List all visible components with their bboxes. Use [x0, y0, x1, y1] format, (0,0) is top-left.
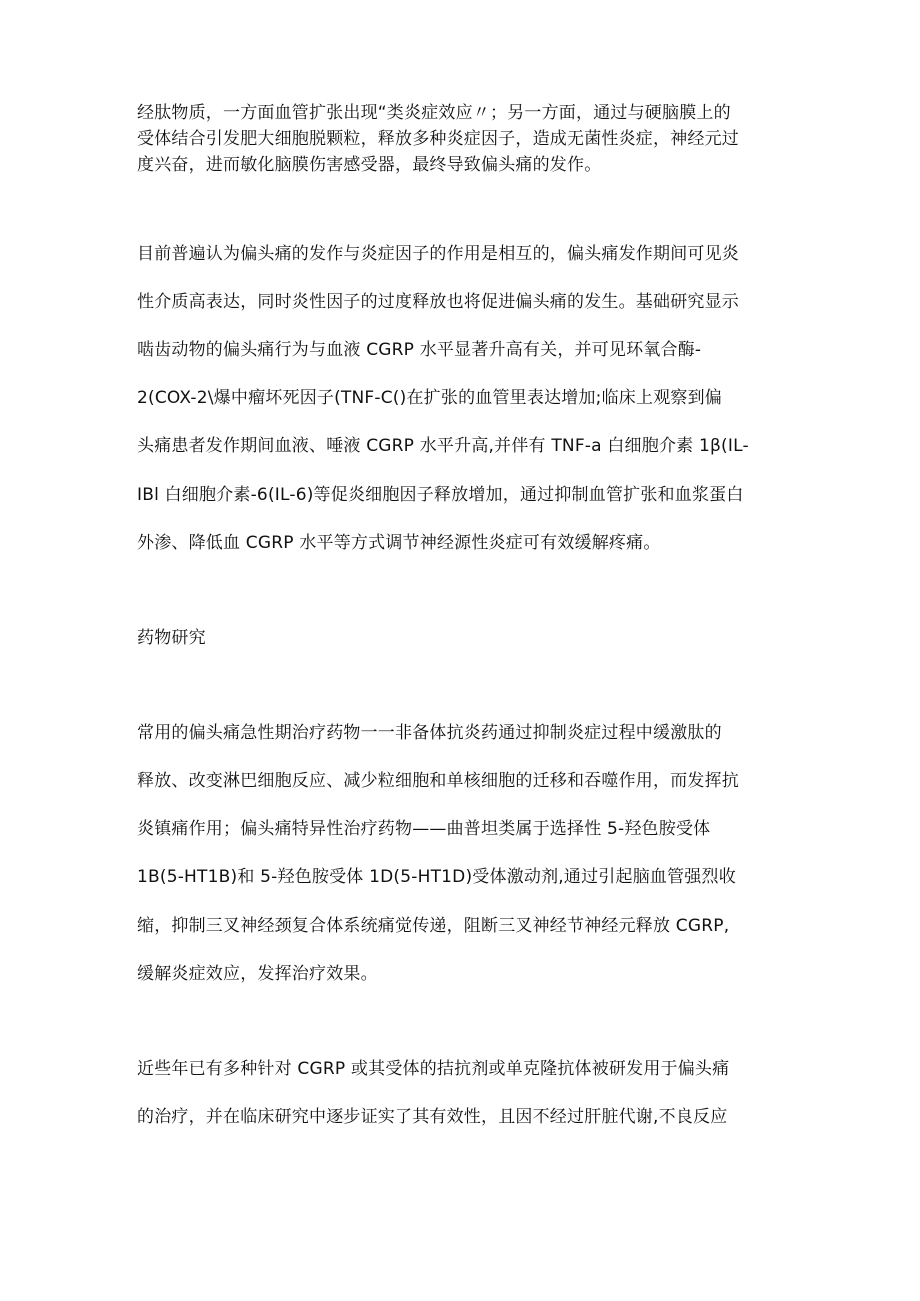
paragraph-2-line-7: 外渗、降低血 CGRP 水平等方式调节神经源性炎症可有效缓解疼痛。	[137, 533, 661, 553]
paragraph-2-line-4: 2(COX-2\爆中瘤坏死因子(TNF-C()在扩张的血管里表达增加;临床上观察到偏	[137, 388, 722, 408]
paragraph-4-line-2: 的治疗，并在临床研究中逐步证实了其有效性，且因不经过肝脏代谢,不良反应	[137, 1107, 728, 1127]
paragraph-2-line-5: 头痛患者发作期间血液、唾液 CGRP 水平升高,并伴有 TNF-a 白细胞介素 1β(IL-	[137, 436, 749, 456]
paragraph-2-line-3: 啮齿动物的偏头痛行为与血液 CGRP 水平显著升高有关，并可见环氧合酶-	[137, 340, 702, 360]
paragraph-2-line-2: 性介质高表达，同时炎性因子的过度释放也将促进偏头痛的发生。基础研究显示	[137, 292, 739, 312]
paragraph-3-line-3: 炎镇痛作用；偏头痛特异性治疗药物——曲普坦类属于选择性 5-羟色胺受体	[137, 819, 711, 839]
paragraph-3-line-1: 常用的偏头痛急性期治疗药物一一非备体抗炎药通过抑制炎症过程中缓激肽的	[137, 723, 722, 743]
section-heading: 药物研究	[137, 628, 206, 648]
paragraph-3-line-2: 释放、改变淋巴细胞反应、减少粒细胞和单核细胞的迁移和吞噬作用，而发挥抗	[137, 771, 739, 791]
paragraph-1-line-2: 受体结合引发肥大细胞脱颗粒，释放多种炎症因子，造成无菌性炎症，神经元过	[137, 129, 739, 149]
paragraph-3-line-4: 1B(5-HT1B)和 5-羟色胺受体 1D(5-HT1D)受体激动剂,通过引起脑血管强烈收	[137, 867, 736, 887]
paragraph-2-line-1: 目前普遍认为偏头痛的发作与炎症因子的作用是相互的，偏头痛发作期间可见炎	[137, 244, 739, 264]
paragraph-1-line-3: 度兴奋，进而敏化脑膜伤害感受器，最终导致偏头痛的发作。	[137, 155, 602, 175]
paragraph-4-line-1: 近些年已有多种针对 CGRP 或其受体的拮抗剂或单克隆抗体被研发用于偏头痛	[137, 1059, 730, 1079]
paragraph-1-line-1: 经肽物质，一方面血管扩张出现“类炎症效应〃；另一方面，通过与硬脑膜上的	[137, 103, 731, 123]
paragraph-2-line-6: IBl 白细胞介素-6(IL-6)等促炎细胞因子释放增加，通过抑制血管扩张和血浆蛋白	[137, 485, 744, 505]
paragraph-3-line-5: 缩，抑制三叉神经颈复合体系统痛觉传递，阻断三叉神经节神经元释放 CGRP,	[137, 916, 730, 936]
paragraph-3-line-6: 缓解炎症效应，发挥治疗效果。	[137, 964, 378, 984]
